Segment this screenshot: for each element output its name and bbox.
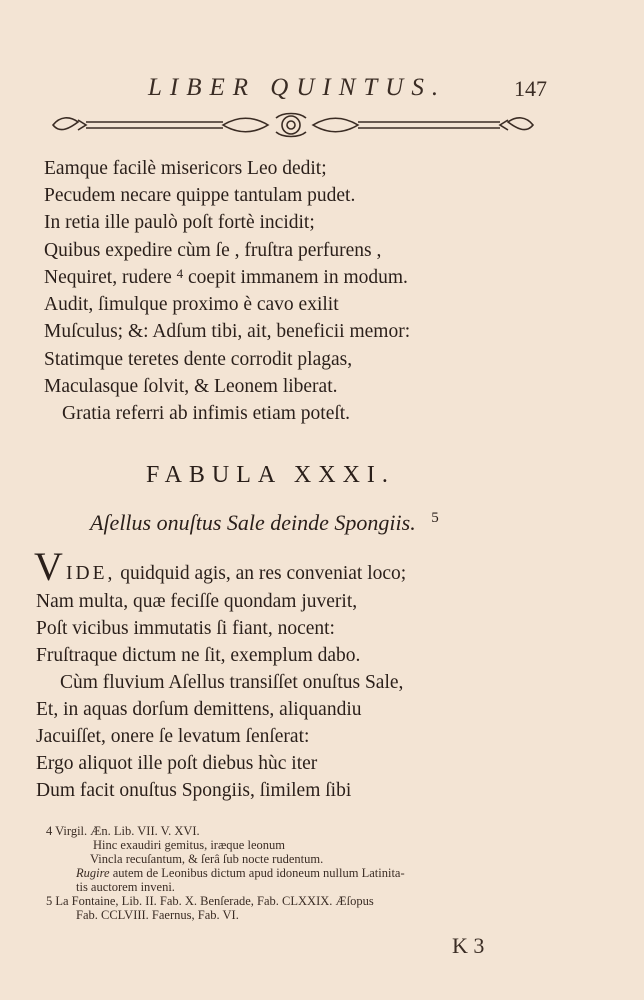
verse-line: Maculasque ſolvit, & Leonem liberat. (44, 376, 338, 397)
verse-line: Muſculus; &: Adſum tibi, ait, beneficii memor: (44, 321, 411, 342)
fable-subtitle-text: Aſellus onuſtus Sale deinde Spongiis. (90, 510, 416, 535)
drop-cap: V (34, 544, 63, 589)
verse-line: Poſt vicibus immutatis ſi fiant, nocent: (36, 618, 335, 639)
verse-line: Eamque facilè misericors Leo dedit; (44, 158, 327, 179)
verse-line (44, 267, 408, 289)
signature-mark: K 3 (452, 933, 485, 958)
page-number: 147 (514, 76, 547, 101)
verse-line (66, 563, 406, 585)
verse-line: Ergo aliquot ille poſt diebus hùc iter (36, 753, 318, 774)
verse-line: Audit, ſimulque proximo è cavo exilit (44, 294, 339, 315)
first-word: IDE, (66, 563, 116, 584)
footnote-line: Hinc exaudiri gemitus, iræque leonum (93, 838, 285, 852)
verse-line: Cùm fluvium Aſellus transiſſet onuſtus Sale, (60, 672, 404, 693)
verse-line: Dum facit onuſtus Spongiis, ſimilem ſibi (36, 780, 352, 801)
running-title: LIBER QUINTUS. (148, 74, 447, 101)
fable-title: FABULA XXXI. (146, 462, 395, 488)
verse-line-part: quidquid agis, an res conveniat loco; (120, 563, 407, 584)
footnote-line: 5 La Fontaine, Lib. II. Fab. X. Benſerade, Fab. CLXXIX. Æſopus (46, 894, 374, 908)
footnote-part: Rugire (76, 866, 110, 880)
footnote-marker: 4 (176, 266, 184, 281)
verse-line: Quibus expedire cùm ſe , fruſtra perfurens , (44, 240, 382, 261)
footnote-line: 4 Virgil. Æn. Lib. VII. V. XVI. (46, 824, 200, 838)
verse-line-part: coepit immanem in modum. (188, 267, 408, 288)
footnote-line: Vincla recuſantum, & ſerâ ſub nocte rudentum. (90, 852, 324, 866)
verse-line: Et, in aquas dorſum demittens, aliquandiu (36, 699, 362, 720)
verse-line: In retia ille paulò poſt fortè incidit; (44, 212, 315, 233)
verse-line: Pecudem necare quippe tantulam pudet. (44, 185, 356, 206)
footnote-part: autem de Leonibus dictum apud idoneum nullum Latinita- (112, 866, 405, 880)
ornamental-rule-icon (48, 110, 538, 140)
verse-line: Fruſtraque dictum ne ſit, exemplum dabo. (36, 645, 361, 666)
verse-line: Statimque teretes dente corrodit plagas, (44, 349, 353, 370)
footnote-line: Fab. CCLVIII. Faernus, Fab. VI. (76, 908, 239, 922)
footnote-line (76, 866, 405, 881)
footnote-marker: 5 (431, 510, 439, 526)
verse-line: Gratia referri ab infimis etiam poteſt. (62, 403, 351, 424)
verse-line: Jacuiſſet, onere ſe levatum ſenſerat: (36, 726, 310, 747)
verse-line-part: Nequiret, rudere (44, 267, 172, 288)
footnote-line: tis auctorem inveni. (76, 880, 175, 894)
fable-subtitle (90, 510, 439, 536)
verse-line: Nam multa, quæ feciſſe quondam juverit, (36, 591, 358, 612)
